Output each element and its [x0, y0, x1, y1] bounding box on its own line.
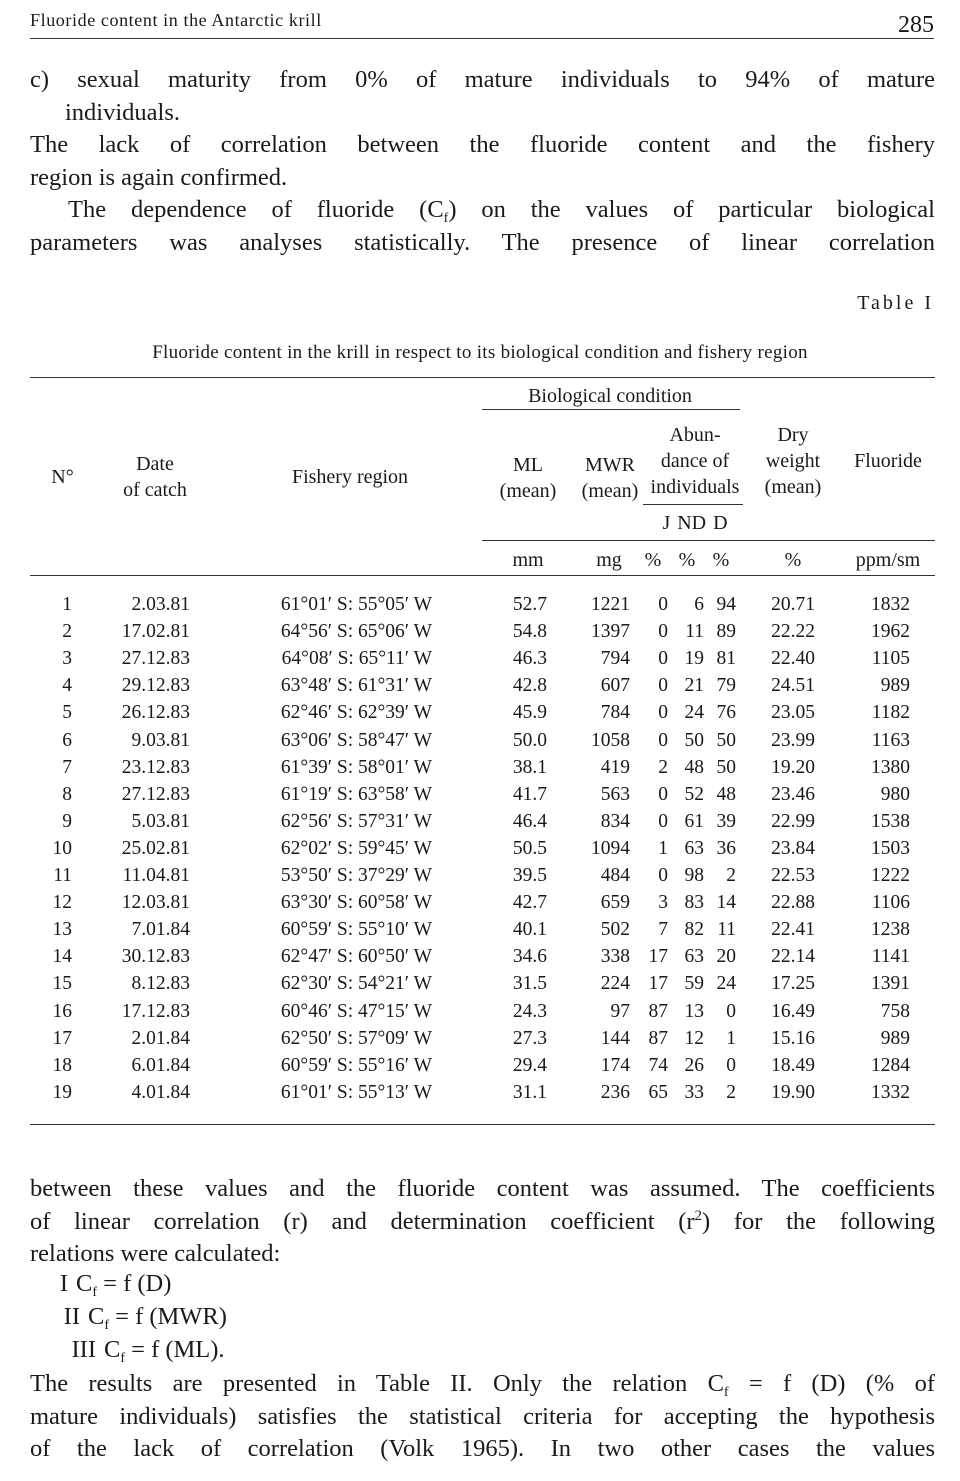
- cell-ml: 50.5: [512, 837, 547, 859]
- cell-ml: 52.7: [512, 594, 547, 615]
- cell-date: 8.12.83: [131, 973, 190, 995]
- unit-d: %: [712, 549, 730, 571]
- cell-d: 0: [726, 1000, 736, 1022]
- cell-ml: 29.4: [512, 1054, 547, 1076]
- cell-ml: 46.3: [512, 648, 547, 670]
- cell-region: 62°02′ S: 59°45′ W: [280, 837, 432, 859]
- cell-date: 30.12.83: [121, 946, 190, 968]
- cell-date: 23.12.83: [121, 756, 190, 778]
- cell-n: 1: [62, 594, 72, 615]
- cell-fluoride: 1284: [871, 1054, 910, 1076]
- cell-mwr: 174: [600, 1054, 630, 1076]
- cell-nd: 50: [684, 729, 704, 751]
- cell-j: 0: [658, 594, 668, 615]
- cell-mwr: 1397: [591, 621, 630, 643]
- cell-j: 0: [658, 675, 668, 697]
- text-line: [30, 1206, 935, 1239]
- table-label: Table I: [857, 292, 934, 314]
- cell-dry: 23.84: [771, 837, 815, 859]
- cell-dry: 23.99: [771, 729, 815, 751]
- cell-d: 89: [716, 621, 736, 643]
- cell-dry: 22.99: [771, 810, 815, 832]
- header-dry-weight: [748, 422, 838, 500]
- cell-nd: 59: [684, 973, 704, 995]
- cell-fluoride: 1238: [871, 919, 910, 941]
- cell-j: 87: [648, 1027, 668, 1049]
- cell-d: 20: [716, 946, 736, 968]
- cell-mwr: 784: [600, 702, 630, 724]
- cell-date: 27.12.83: [121, 648, 190, 670]
- cell-j: 17: [648, 946, 668, 968]
- cell-dry: 23.05: [771, 702, 815, 724]
- cell-fluoride: 1832: [871, 594, 910, 615]
- cell-n: 2: [62, 621, 72, 643]
- cell-nd: 98: [684, 865, 704, 886]
- cell-dry: 22.14: [771, 946, 815, 968]
- cell-fluoride: 1538: [871, 810, 910, 832]
- table-header-rule: [30, 575, 935, 576]
- cell-nd: 33: [684, 1081, 704, 1103]
- header-biological-rule: [482, 409, 740, 410]
- formula-lhs: C: [88, 1303, 105, 1330]
- cell-n: 6: [62, 729, 72, 751]
- subscript: f: [443, 211, 449, 226]
- cell-dry: 15.16: [771, 1027, 815, 1049]
- cell-mwr: 97: [610, 1000, 630, 1022]
- cell-region: 63°30′ S: 60°58′ W: [280, 892, 432, 914]
- cell-ml: 38.1: [512, 756, 547, 778]
- running-head: [30, 8, 934, 39]
- cell-nd: 12: [684, 1027, 704, 1049]
- cell-dry: 22.40: [771, 648, 815, 670]
- subscript: f: [723, 1385, 729, 1400]
- header-abundance-rule: [643, 504, 743, 505]
- cell-d: 50: [716, 729, 736, 751]
- cell-fluoride: 1182: [871, 702, 910, 724]
- cell-ml: 50.0: [512, 729, 547, 751]
- cell-j: 3: [658, 892, 668, 914]
- text-line: The lack of correlation between the fluoride content and the fishery: [30, 131, 935, 158]
- subscript: f: [120, 1351, 126, 1366]
- formula-rhs: = f (D): [97, 1270, 172, 1297]
- cell-dry: 22.88: [771, 892, 815, 914]
- header-abundance-line3: individuals: [650, 476, 740, 498]
- intro-paragraph: [30, 64, 935, 259]
- cell-ml: 24.3: [512, 1000, 547, 1022]
- cell-nd: 48: [684, 756, 704, 778]
- page-number: 285: [898, 12, 934, 38]
- cell-fluoride: 1105: [871, 648, 910, 670]
- cell-d: 39: [716, 810, 736, 832]
- header-mwr: [571, 452, 649, 504]
- unit-nd: %: [678, 549, 696, 571]
- cell-region: 62°46′ S: 62°39′ W: [280, 702, 432, 724]
- cell-j: 87: [648, 1000, 668, 1022]
- cell-mwr: 144: [600, 1027, 630, 1049]
- cell-j: 0: [658, 783, 668, 805]
- cell-mwr: 1221: [591, 594, 630, 615]
- cell-date: 5.03.81: [131, 810, 190, 832]
- text-line: [30, 194, 935, 227]
- cell-n: 9: [62, 810, 72, 832]
- text-line: region is again confirmed.: [30, 163, 288, 191]
- cell-n: 11: [53, 865, 72, 886]
- cell-nd: 26: [684, 1054, 704, 1076]
- table-bottom-rule: [30, 1124, 935, 1125]
- cell-nd: 11: [685, 621, 704, 643]
- cell-date: 29.12.83: [121, 675, 190, 697]
- cell-d: 48: [716, 783, 736, 805]
- cell-nd: 63: [684, 946, 704, 968]
- cell-j: 0: [658, 729, 668, 751]
- formula-rhs: = f (MWR): [109, 1303, 227, 1330]
- cell-mwr: 502: [600, 919, 630, 941]
- cell-n: 18: [52, 1054, 72, 1076]
- cell-fluoride: 1503: [871, 837, 910, 859]
- cell-region: 62°56′ S: 57°31′ W: [280, 810, 432, 832]
- units-top-rule: [482, 540, 935, 541]
- cell-mwr: 834: [600, 810, 630, 832]
- cell-n: 3: [62, 648, 72, 670]
- cell-nd: 83: [684, 892, 704, 914]
- cell-fluoride: 980: [880, 783, 910, 805]
- cell-region: 62°30′ S: 54°21′ W: [280, 973, 432, 995]
- cell-region: 62°47′ S: 60°50′ W: [280, 946, 432, 968]
- cell-region: 61°19′ S: 63°58′ W: [280, 783, 432, 805]
- cell-mwr: 236: [600, 1081, 630, 1103]
- cell-ml: 46.4: [512, 810, 547, 832]
- cell-ml: 42.8: [512, 675, 547, 697]
- header-dry-line3: (mean): [764, 476, 822, 498]
- running-title: Fluoride content in the Antarctic krill: [30, 10, 322, 30]
- cell-ml: 54.8: [512, 621, 547, 643]
- formula-lhs: C: [76, 1270, 93, 1297]
- cell-n: 5: [62, 702, 72, 724]
- cell-n: 10: [52, 837, 72, 859]
- unit-fluoride: ppm/sm: [855, 549, 921, 571]
- table-caption: Fluoride content in the krill in respect to its biological condition and fishery region: [152, 342, 808, 363]
- cell-nd: 52: [684, 783, 704, 805]
- table-top-rule: [30, 377, 935, 378]
- subscript: f: [104, 1318, 110, 1333]
- text-fragment: ) on the values of particular biological: [448, 196, 935, 223]
- cell-region: 63°48′ S: 61°31′ W: [280, 675, 432, 697]
- cell-region: 60°59′ S: 55°10′ W: [280, 919, 432, 941]
- cell-dry: 24.51: [771, 675, 815, 697]
- cell-fluoride: 989: [880, 675, 910, 697]
- cell-date: 26.12.83: [121, 702, 190, 724]
- cell-dry: 22.53: [771, 865, 815, 886]
- header-biological-condition: Biological condition: [528, 385, 692, 407]
- header-no: N°: [51, 466, 74, 488]
- cell-mwr: 563: [600, 783, 630, 805]
- cell-region: 61°39′ S: 58°01′ W: [280, 756, 432, 778]
- cell-fluoride: 1163: [871, 729, 910, 751]
- cell-nd: 63: [684, 837, 704, 859]
- cell-ml: 41.7: [512, 783, 547, 805]
- formula-number: I: [59, 1270, 68, 1297]
- superscript: 2: [694, 1207, 703, 1224]
- cell-nd: 13: [684, 1000, 704, 1022]
- cell-fluoride: 1222: [871, 865, 910, 886]
- cell-j: 0: [658, 702, 668, 724]
- cell-n: 4: [62, 675, 72, 697]
- cell-region: 63°06′ S: 58°47′ W: [280, 729, 432, 751]
- header-dry-line1: Dry: [777, 424, 809, 446]
- unit-j: %: [644, 549, 662, 571]
- cell-fluoride: 758: [880, 1000, 910, 1022]
- header-mwr-line2: (mean): [581, 480, 639, 502]
- cell-fluoride: 989: [880, 1027, 910, 1049]
- cell-ml: 34.6: [512, 946, 547, 968]
- cell-dry: 20.71: [771, 594, 815, 615]
- header-date-line1: Date: [136, 453, 174, 475]
- cell-date: 4.01.84: [131, 1081, 190, 1103]
- cell-dry: 17.25: [771, 973, 815, 995]
- cell-region: 60°46′ S: 47°15′ W: [280, 1000, 432, 1022]
- cell-n: 8: [62, 783, 72, 805]
- cell-region: 53°50′ S: 37°29′ W: [280, 865, 432, 886]
- formula-number: III: [71, 1336, 96, 1363]
- cell-fluoride: 1332: [871, 1081, 910, 1103]
- cell-region: 60°59′ S: 55°16′ W: [280, 1054, 432, 1076]
- cell-nd: 24: [684, 702, 704, 724]
- cell-d: 11: [717, 919, 736, 941]
- cell-j: 2: [658, 756, 668, 778]
- cell-ml: 45.9: [512, 702, 547, 724]
- text-line: [30, 1368, 935, 1401]
- cell-dry: 22.22: [771, 621, 815, 643]
- text-line: parameters was analyses statistically. The presence of linear correlation: [30, 228, 935, 256]
- cell-date: 27.12.83: [121, 783, 190, 805]
- cell-n: 15: [52, 973, 72, 995]
- cell-j: 0: [658, 810, 668, 832]
- header-abundance-line1: Abun-: [669, 424, 721, 446]
- text-line: relations were calculated:: [30, 1240, 281, 1267]
- unit-dry: %: [784, 549, 802, 571]
- cell-region: 61°01′ S: 55°13′ W: [280, 1081, 432, 1103]
- cell-j: 65: [648, 1081, 668, 1103]
- cell-dry: 18.49: [771, 1054, 815, 1076]
- cell-mwr: 338: [600, 946, 630, 968]
- cell-dry: 22.41: [771, 919, 815, 941]
- formula-line: [30, 1336, 225, 1364]
- cell-date: 9.03.81: [131, 729, 190, 751]
- cell-date: 17.12.83: [121, 1000, 190, 1022]
- text-fragment: = f (D) (% of: [728, 1370, 935, 1397]
- cell-date: 2.03.81: [131, 594, 190, 615]
- text-line: individuals.: [65, 98, 181, 126]
- cell-j: 7: [658, 919, 668, 941]
- cell-date: 2.01.84: [131, 1027, 190, 1049]
- header-abundance-line2: dance of: [660, 450, 730, 472]
- header-ml-line2: (mean): [499, 480, 557, 502]
- cell-mwr: 794: [600, 648, 630, 670]
- cell-dry: 16.49: [771, 1000, 815, 1022]
- cell-date: 17.02.81: [121, 621, 190, 643]
- cell-j: 1: [658, 837, 668, 859]
- cell-dry: 19.20: [771, 756, 815, 778]
- cell-mwr: 419: [600, 756, 630, 778]
- formula-line: [30, 1270, 171, 1298]
- text-line: mature individuals) satisfies the statistical criteria for accepting the hypothesis: [30, 1402, 935, 1430]
- cell-d: 76: [716, 702, 736, 724]
- formula-line: [30, 1303, 227, 1331]
- cell-ml: 42.7: [512, 892, 547, 914]
- header-abundance-sub: J ND D: [662, 512, 728, 534]
- subscript: f: [92, 1285, 98, 1300]
- cell-n: 7: [62, 756, 72, 778]
- cell-mwr: 659: [600, 892, 630, 914]
- cell-region: 62°50′ S: 57°09′ W: [280, 1027, 432, 1049]
- text-line: between these values and the fluoride content was assumed. The coefficients: [30, 1175, 935, 1202]
- cell-nd: 19: [684, 648, 704, 670]
- cell-n: 13: [52, 919, 72, 941]
- cell-mwr: 1058: [591, 729, 630, 751]
- formula-lhs: C: [104, 1336, 121, 1363]
- cell-fluoride: 1141: [871, 946, 910, 968]
- formula-rhs: = f (ML).: [125, 1336, 225, 1363]
- cell-d: 2: [726, 865, 736, 886]
- text-fragment: The results are presented in Table II. Only the relation C: [30, 1370, 724, 1397]
- cell-n: 12: [52, 892, 72, 914]
- cell-j: 0: [658, 648, 668, 670]
- cell-n: 17: [52, 1027, 72, 1049]
- cell-j: 17: [648, 973, 668, 995]
- cell-ml: 27.3: [512, 1027, 547, 1049]
- after-paragraph: [30, 1173, 935, 1271]
- header-region: Fishery region: [291, 466, 409, 488]
- cell-d: 14: [716, 892, 736, 914]
- cell-mwr: 484: [600, 865, 630, 886]
- cell-fluoride: 1962: [871, 621, 910, 643]
- header-fluoride: Fluoride: [854, 450, 922, 472]
- cell-mwr: 1094: [591, 837, 630, 859]
- cell-region: 64°08′ S: 65°11′ W: [281, 648, 432, 670]
- cell-j: 0: [658, 621, 668, 643]
- cell-date: 7.01.84: [131, 919, 190, 941]
- cell-fluoride: 1380: [871, 756, 910, 778]
- cell-ml: 31.1: [512, 1081, 547, 1103]
- cell-nd: 82: [684, 919, 704, 941]
- text-line: c) sexual maturity from 0% of mature individuals to 94% of mature: [30, 66, 935, 93]
- header-dry-line2: weight: [765, 450, 821, 472]
- cell-n: 19: [52, 1081, 72, 1103]
- cell-date: 25.02.81: [121, 837, 190, 859]
- cell-d: 81: [716, 648, 736, 670]
- cell-date: 6.01.84: [131, 1054, 190, 1076]
- header-ml: [492, 452, 564, 504]
- cell-nd: 6: [694, 594, 704, 615]
- cell-fluoride: 1391: [871, 973, 910, 995]
- formula-number: II: [63, 1303, 80, 1330]
- cell-ml: 31.5: [512, 973, 547, 995]
- text-fragment: The dependence of fluoride (C: [68, 196, 444, 223]
- cell-mwr: 224: [600, 973, 630, 995]
- results-paragraph: [30, 1368, 935, 1466]
- cell-dry: 23.46: [771, 783, 815, 805]
- cell-date: 11.04.81: [122, 865, 190, 886]
- header-abundance: [640, 422, 750, 500]
- cell-n: 14: [52, 946, 72, 968]
- cell-j: 74: [648, 1054, 668, 1076]
- cell-n: 16: [52, 1000, 72, 1022]
- cell-d: 1: [726, 1027, 736, 1049]
- cell-region: 61°01′ S: 55°05′ W: [280, 594, 432, 615]
- unit-ml: mm: [512, 549, 544, 571]
- cell-d: 79: [716, 675, 736, 697]
- cell-mwr: 607: [600, 675, 630, 697]
- header-mwr-line1: MWR: [585, 454, 635, 476]
- cell-nd: 61: [684, 810, 704, 832]
- cell-d: 94: [716, 594, 736, 615]
- text-fragment: ) for the following: [702, 1207, 935, 1235]
- cell-d: 0: [726, 1054, 736, 1076]
- cell-d: 36: [716, 837, 736, 859]
- header-date-line2: of catch: [123, 479, 187, 501]
- cell-nd: 21: [684, 675, 704, 697]
- header-date: [100, 451, 210, 503]
- cell-region: 64°56′ S: 65°06′ W: [280, 621, 432, 643]
- unit-mwr: mg: [596, 549, 622, 571]
- header-ml-line1: ML: [513, 454, 543, 476]
- cell-ml: 40.1: [512, 919, 547, 941]
- text-line: of the lack of correlation (Volk 1965). In two other cases the values: [30, 1435, 935, 1462]
- cell-d: 2: [726, 1081, 736, 1103]
- cell-d: 24: [716, 973, 736, 995]
- cell-fluoride: 1106: [871, 892, 910, 914]
- cell-ml: 39.5: [512, 865, 547, 886]
- text-fragment: of linear correlation (r) and determination coefficient (r: [30, 1207, 695, 1235]
- cell-dry: 19.90: [771, 1081, 815, 1103]
- cell-j: 0: [658, 865, 668, 886]
- cell-date: 12.03.81: [121, 892, 190, 914]
- cell-d: 50: [716, 756, 736, 778]
